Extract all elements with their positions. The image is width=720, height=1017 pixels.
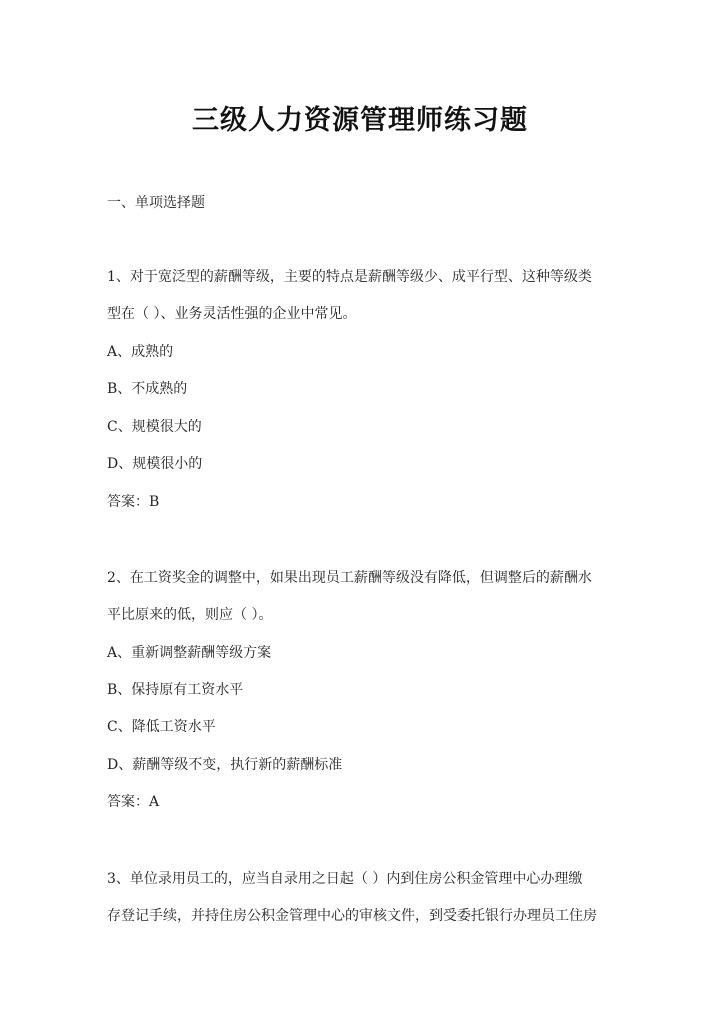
question-3-stem-line-2: 存登记手续，并持住房公积金管理中心的审核文件，到受委托银行办理员工住房 — [107, 908, 597, 924]
question-1-option-a: A、成熟的 — [107, 344, 174, 360]
question-2-option-c: C、降低工资水平 — [107, 719, 216, 735]
question-1-option-d: D、规模很小的 — [107, 456, 203, 472]
question-1-option-b: B、不成熟的 — [107, 381, 188, 397]
question-3-stem-line-1: 3、单位录用员工的，应当自录用之日起（ ）内到住房公积金管理中心办理缴 — [107, 871, 583, 887]
section-heading: 一、单项选择题 — [107, 195, 205, 211]
question-2-answer: 答案：A — [107, 794, 160, 810]
question-2-stem-line-2: 平比原来的低，则应（ ）。 — [107, 607, 273, 623]
question-2-option-d: D、薪酬等级不变，执行新的薪酬标准 — [107, 757, 343, 773]
question-1-answer: 答案：B — [107, 494, 160, 510]
question-1-stem-line-1: 1、对于宽泛型的薪酬等级，主要的特点是薪酬等级少、成平行型、这种等级类 — [107, 269, 592, 285]
question-1-option-c: C、规模很大的 — [107, 419, 202, 435]
question-2-option-a: A、重新调整薪酬等级方案 — [107, 645, 272, 661]
question-2-option-b: B、保持原有工资水平 — [107, 682, 244, 698]
document-title: 三级人力资源管理师练习题 — [192, 105, 528, 136]
question-1-stem-line-2: 型在（ ）、业务灵活性强的企业中常见。 — [107, 306, 357, 322]
question-2-stem-line-1: 2、在工资奖金的调整中，如果出现员工薪酬等级没有降低，但调整后的薪酬水 — [107, 570, 592, 586]
